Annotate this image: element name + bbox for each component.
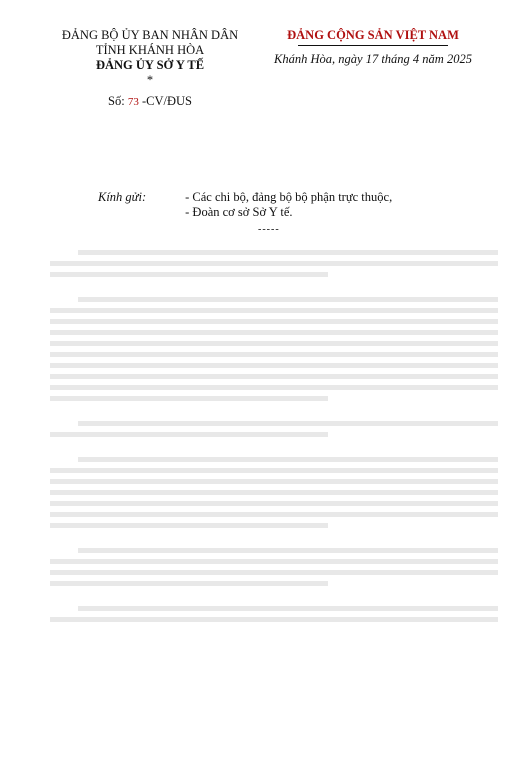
number-prefix: Số: <box>108 94 125 108</box>
document-body <box>50 244 498 628</box>
nation-header <box>262 28 484 67</box>
text-line-placeholder <box>50 490 498 495</box>
issuer-line2: TỈNH KHÁNH HÒA <box>95 43 205 57</box>
document-date: Khánh Hòa, ngày 17 tháng 4 năm 2025 <box>274 52 472 66</box>
text-line-placeholder <box>78 606 498 611</box>
text-line-placeholder <box>50 432 328 437</box>
text-line-placeholder <box>78 421 498 426</box>
text-line-placeholder <box>78 457 498 462</box>
text-line-placeholder <box>50 363 498 368</box>
issuer-header <box>44 28 256 110</box>
text-line-placeholder <box>50 352 498 357</box>
issuer-unit: ĐẢNG ỦY SỞ Y TẾ <box>95 58 205 72</box>
text-line-placeholder <box>78 548 498 553</box>
text-line-placeholder <box>50 617 498 622</box>
recipients-list <box>185 190 392 220</box>
text-line-placeholder <box>50 396 328 401</box>
text-line-placeholder <box>50 523 328 528</box>
recipients-separator: ----- <box>258 224 280 235</box>
text-line-placeholder <box>50 308 498 313</box>
number-value: 73 <box>127 96 139 108</box>
recipients-label: Kính gửi: <box>98 190 147 204</box>
text-line-placeholder <box>50 512 498 517</box>
text-line-placeholder <box>50 501 498 506</box>
issuer-line1: ĐẢNG BỘ ỦY BAN NHÂN DÂN <box>61 28 239 42</box>
recipient-item: - Các chi bộ, đảng bộ bộ phận trực thuộc, <box>185 190 393 204</box>
text-line-placeholder <box>78 250 498 255</box>
text-line-placeholder <box>50 479 498 484</box>
text-line-placeholder <box>50 385 498 390</box>
text-line-placeholder <box>50 341 498 346</box>
document-number <box>44 94 256 110</box>
text-line-placeholder <box>50 581 328 586</box>
text-line-placeholder <box>50 319 498 324</box>
text-line-placeholder <box>50 559 498 564</box>
text-line-placeholder <box>50 468 498 473</box>
text-line-placeholder <box>78 297 498 302</box>
party-underline <box>298 45 448 46</box>
text-line-placeholder <box>50 272 328 277</box>
text-line-placeholder <box>50 570 498 575</box>
text-line-placeholder <box>50 374 498 379</box>
text-line-placeholder <box>50 330 498 335</box>
number-suffix: -CV/ĐUS <box>141 94 192 108</box>
party-name: ĐẢNG CỘNG SẢN VIỆT NAM <box>287 28 459 42</box>
recipients <box>98 190 392 220</box>
text-line-placeholder <box>50 261 498 266</box>
recipient-item: - Đoàn cơ sở Sở Y tế. <box>185 205 293 219</box>
issuer-star: * <box>146 73 154 87</box>
